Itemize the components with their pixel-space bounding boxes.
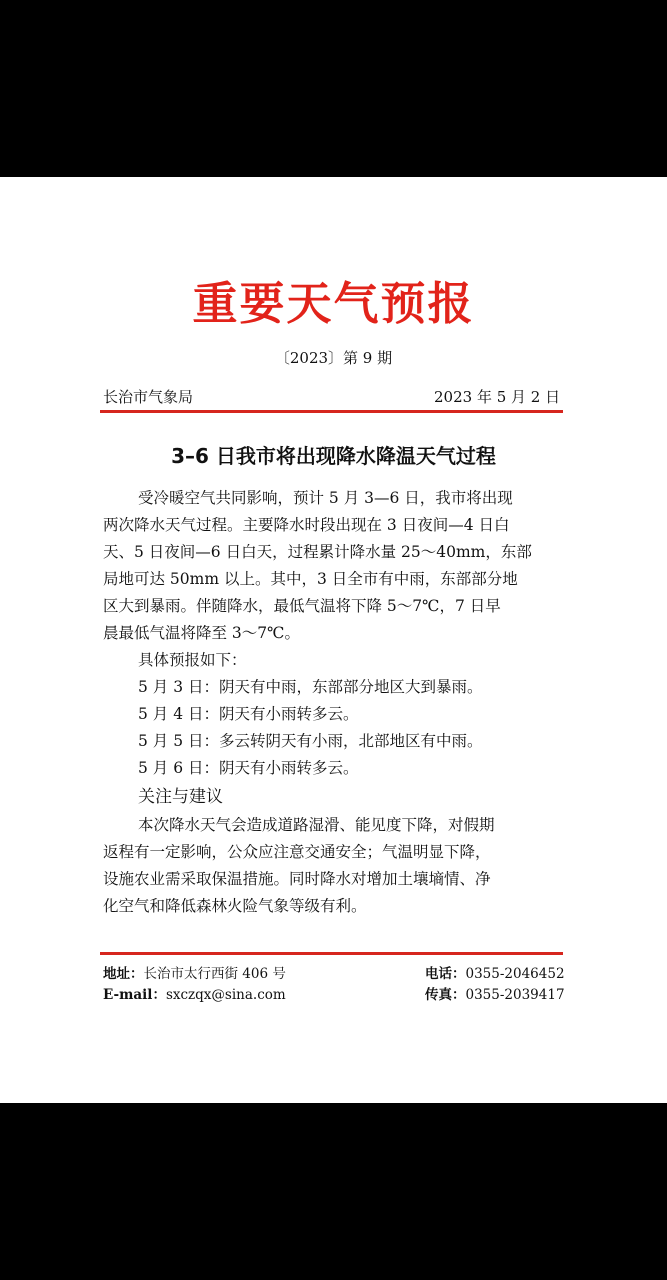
- phone-line: 电话：0355-2046452: [425, 966, 565, 982]
- paragraph-line: 两次降水天气过程。主要降水时段出现在 3 日夜间—4 日白: [103, 516, 510, 534]
- advice-heading: 关注与建议: [138, 787, 223, 807]
- detail-intro: 具体预报如下：: [138, 651, 247, 669]
- address-value: 长治市太行西街 406 号: [143, 966, 286, 982]
- bottom-divider: [100, 952, 563, 955]
- paragraph-line: 区大到暴雨。伴随降水，最低气温将下降 5～7℃，7 日早: [103, 597, 501, 615]
- issue-number: 〔2023〕第 9 期: [274, 349, 393, 367]
- document-title: 重要天气预报: [192, 277, 475, 330]
- forecast-item: 5 月 3 日：阴天有中雨，东部部分地区大到暴雨。: [138, 678, 483, 696]
- paragraph-line: 局地可达 50mm 以上。其中，3 日全市有中雨，东部部分地: [103, 570, 518, 588]
- address-label: 地址: [103, 966, 130, 982]
- forecast-item: 5 月 4 日：阴天有小雨转多云。: [138, 705, 359, 723]
- headline: 3–6 日我市将出现降水降温天气过程: [171, 444, 496, 468]
- address-line: 地址：长治市太行西街 406 号: [103, 966, 286, 982]
- forecast-item: 5 月 6 日：阴天有小雨转多云。: [138, 759, 359, 777]
- fax-label: 传真: [425, 987, 452, 1003]
- paragraph-line: 本次降水天气会造成道路湿滑、能见度下降，对假期: [138, 816, 495, 834]
- email-value: sxczqx@sina.com: [165, 987, 286, 1003]
- issue-date: 2023 年 5 月 2 日: [434, 388, 561, 406]
- email-line: E-mail：sxczqx@sina.com: [103, 987, 286, 1003]
- paragraph-line: 受冷暖空气共同影响，预计 5 月 3—6 日，我市将出现: [138, 489, 513, 507]
- forecast-item: 5 月 5 日：多云转阴天有小雨，北部地区有中雨。: [138, 732, 483, 750]
- phone-label: 电话: [425, 966, 452, 982]
- phone-value: 0355-2046452: [465, 966, 565, 982]
- document-page: [0, 177, 667, 1103]
- paragraph-line: 返程有一定影响，公众应注意交通安全；气温明显下降，: [103, 843, 491, 861]
- fax-value: 0355-2039417: [465, 987, 565, 1003]
- paragraph-line: 天、5 日夜间—6 日白天，过程累计降水量 25～40mm，东部: [103, 543, 532, 561]
- issuing-organization: 长治市气象局: [103, 388, 194, 406]
- paragraph-line: 晨最低气温将降至 3～7℃。: [103, 624, 300, 642]
- email-label: E-mail: [103, 987, 153, 1003]
- paragraph-line: 化空气和降低森林火险气象等级有利。: [103, 897, 367, 915]
- top-divider: [100, 410, 563, 413]
- fax-line: 传真：0355-2039417: [425, 987, 565, 1003]
- paragraph-line: 设施农业需采取保温措施。同时降水对增加土壤墒情、净: [103, 870, 491, 888]
